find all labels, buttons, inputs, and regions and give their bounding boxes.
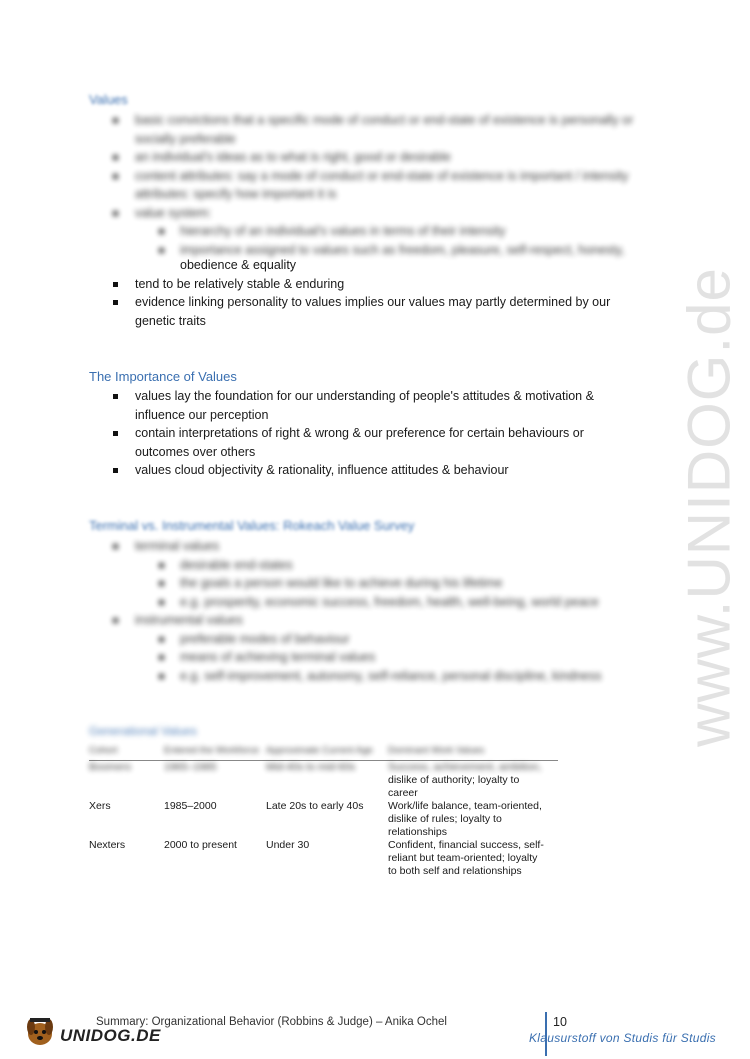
- list-item: evidence linking personality to values implies our values may partly determined by our: [89, 293, 649, 312]
- list-item: outcomes over others: [135, 444, 256, 459]
- list-item: values lay the foundation for our understanding of people's attitudes & motivation &: [89, 387, 649, 406]
- values-clear-list: [89, 256, 649, 330]
- unidog-logo: UNIDOG.DE: [20, 1010, 160, 1050]
- table-row: Xers 1985–2000 Late 20s to early 40s Work/life balance, team-oriented, dislike of rules; loyalty to relationships: [89, 800, 542, 838]
- watermark: www.UNIDOG.de: [675, 267, 743, 747]
- importance-heading: The Importance of Values: [89, 369, 237, 384]
- list-item: contain interpretations of right & wrong & our preference for certain behaviours or: [89, 424, 649, 443]
- footer-summary: Summary: Organizational Behavior (Robbins & Judge) – Anika Ochel: [96, 1016, 447, 1028]
- table-header-row: Cohort Entered the Workforce Approximate Current Age Dominant Work Values: [89, 744, 558, 761]
- importance-list: [89, 387, 649, 480]
- list-item: values cloud objectivity & rationality, influence attitudes & behaviour: [89, 461, 649, 480]
- list-item: influence our perception: [135, 407, 269, 422]
- dog-icon: [20, 1010, 60, 1050]
- list-item: tend to be relatively stable & enduring: [89, 275, 649, 294]
- rokeach-list: terminal values desirable end-states the goals a person would like to achieve during his lifetime e.g. prosperity, economic success, freedom, health, well-being, world peace instrumental values preferable modes of behaviour means of achieving terminal values e.g. self-improvement, autonomy, self-reliance, personal discipline, kindness: [89, 537, 649, 685]
- values-heading: Values: [89, 92, 128, 107]
- page-number: 10: [553, 1015, 567, 1029]
- list-item: obedience & equality: [180, 258, 297, 272]
- values-blurred-list: basic convictions that a specific mode of conduct or end-state of existence is personally or socially preferable an individual's ideas as to what is right, good or desirable content attributes: say a mode of conduct or end-state of existence is important / intensity attributes: specify how important it is value system: hierarchy of an individual's values in terms of their intensity importance assigned to values such as freedom, pleasure, self-respect, honesty,: [89, 111, 649, 259]
- rokeach-heading: Terminal vs. Instrumental Values: Rokeach Value Survey: [89, 518, 415, 533]
- table-row: Boomers 1965–1985 Mid-40s to mid-60s Success, achievement, ambition, dislike of authority; loyalty to career: [89, 761, 542, 799]
- table-row: Nexters 2000 to present Under 30 Confident, financial success, self- reliant but team-oriented; loyalty to both self and relationships: [89, 839, 544, 877]
- footer-tagline: Klausurstoff von Studis für Studis: [529, 1031, 716, 1045]
- list-item: genetic traits: [135, 313, 206, 328]
- generational-table: [89, 744, 558, 878]
- generational-heading: Generational Values: [89, 724, 197, 738]
